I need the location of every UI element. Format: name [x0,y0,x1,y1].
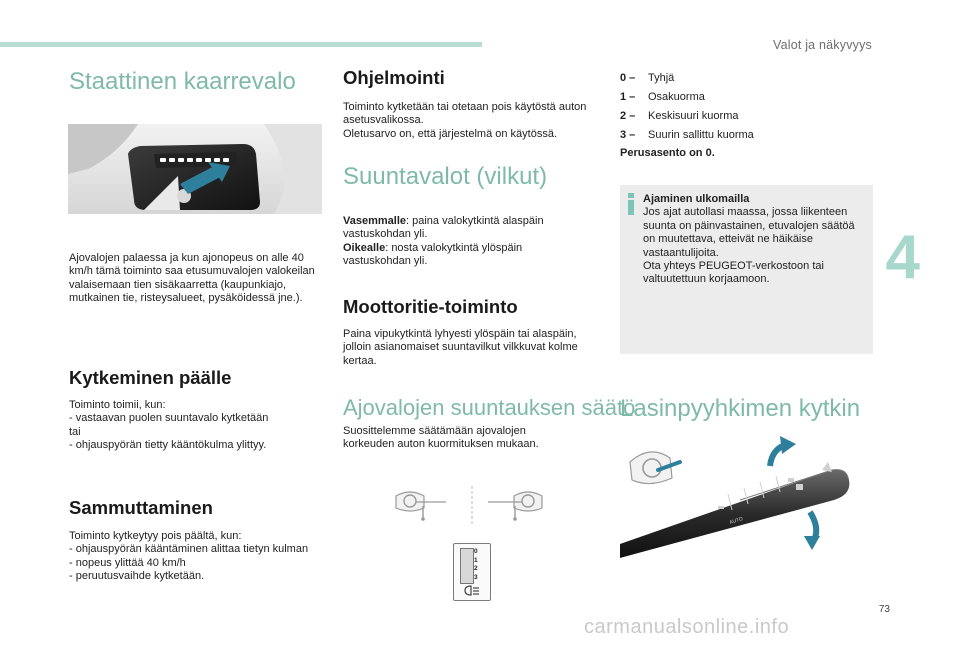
wiper-stalk-illustration [620,434,852,558]
left-text: : paina valokytkintä alaspäin vastuskohdan yli. [343,215,544,241]
static-cornering-title: Staattinen kaarrevalo [69,68,296,95]
right-label: Oikealle [343,241,386,254]
motorway-text: Paina vipukytkintä lyhyesti ylöspäin tai alaspäin, jolloin asianomaiset suuntavilkut vilkkuvat kolme kertaa. [343,328,578,367]
programming-default-text: Oletusarvo on, että järjestelmä on käytössä. [343,127,557,140]
switch-on-section [69,399,321,453]
watermark: carmanualsonline.info [584,616,790,638]
default-setting-text: Perusasento on 0. [620,147,715,159]
steering-wheel-icon [488,492,542,521]
wipers-title: Lasinpyyhkimen kytkin [620,395,861,422]
switch-on-lead: Toiminto toimii, kun: [69,399,166,411]
info-contact-text: Ota yhteys PEUGEOT-verkostoon tai valtuutettuun korjaamoon. [643,260,824,286]
list-item: - ohjauspyörän tietty kääntökulma ylittyy. [69,439,267,452]
list-item: 3 – Suurin sallittu kuorma [620,129,754,141]
indicators-title: Suuntavalot (vilkut) [343,163,548,190]
page-number: 73 [878,604,890,615]
switch-off-title: Sammuttaminen [69,497,213,518]
switch-off-section [69,530,321,584]
programming-section [343,101,593,141]
headlamp-adjust-title: Ajovalojen suuntauksen säätö [343,395,636,420]
chapter-title: Valot ja näkyvyys [772,38,872,52]
left-label: Vasemmalle [343,215,406,227]
indicators-section [343,215,593,269]
steering-wheel-icon [396,492,446,521]
info-icon [626,193,636,215]
info-title: Ajaminen ulkomailla [643,193,750,205]
list-item: - nopeus ylittää 40 km/h [69,556,186,569]
cornering-intro-text: Ajovalojen palaessa ja kun ajonopeus on alle 40 km/h tämä toiminto saa etusumuvalojen valokeilan valaisemaan tien sisäkaarretta (kaupunkiajo, mutkainen tie, risteysalueet, pysäköidessä jne.). [69,252,315,305]
list-item: 0 – Tyhjä [620,72,675,84]
list-item: tai [69,425,81,438]
list-item: - vastaavan puolen suuntavalo kytketään [69,412,269,425]
dial-scale: 0 1 2 3 [474,548,478,581]
programming-text: Toiminto kytketään tai otetaan pois käytöstä auton asetusvalikossa. [343,101,587,127]
right-text: : nosta valokytkintä ylöspäin vastuskohdan yli. [343,241,523,268]
programming-title: Ohjelmointi [343,67,445,88]
list-item: - ohjauspyörän kääntäminen alittaa tietyn kulman [69,543,309,556]
headlamp-adjust-text: Suosittelemme säätämään ajovalojen korkeuden auton kuormituksen mukaan. [343,425,539,451]
list-item: 1 – Osakuorma [620,91,705,103]
list-item: - peruutusvaihde kytketään. [69,570,205,583]
load-list [620,69,860,145]
motorway-title: Moottoritie-toiminto [343,296,518,317]
arrow-down-icon [810,512,816,540]
wiper-icon [796,484,803,490]
chapter-number: 4 [885,223,920,292]
info-text: Jos ajat autollasi maassa, jossa liikenteen suunta on päinvastainen, etuvalojen säätöä on muutettava, etteivät ne häikäise vastaantulijoita. [643,206,855,259]
wiper-icon [788,478,794,482]
header-accent-bar [0,42,482,47]
dial-wheel [460,548,474,584]
headlamp-beam-illustration [392,486,552,526]
list-item: 2 – Keskisuuri kuorma [620,110,739,122]
fog-lamp-illustration [68,124,322,214]
headlamp-icon [462,585,482,596]
switch-off-lead: Toiminto kytkeytyy pois päältä, kun: [69,530,242,542]
info-content [643,193,867,287]
switch-on-title: Kytkeminen päälle [69,367,232,388]
stalk-auto-label: AUTO [728,515,744,526]
headlamp-adjust-dial [453,543,491,601]
